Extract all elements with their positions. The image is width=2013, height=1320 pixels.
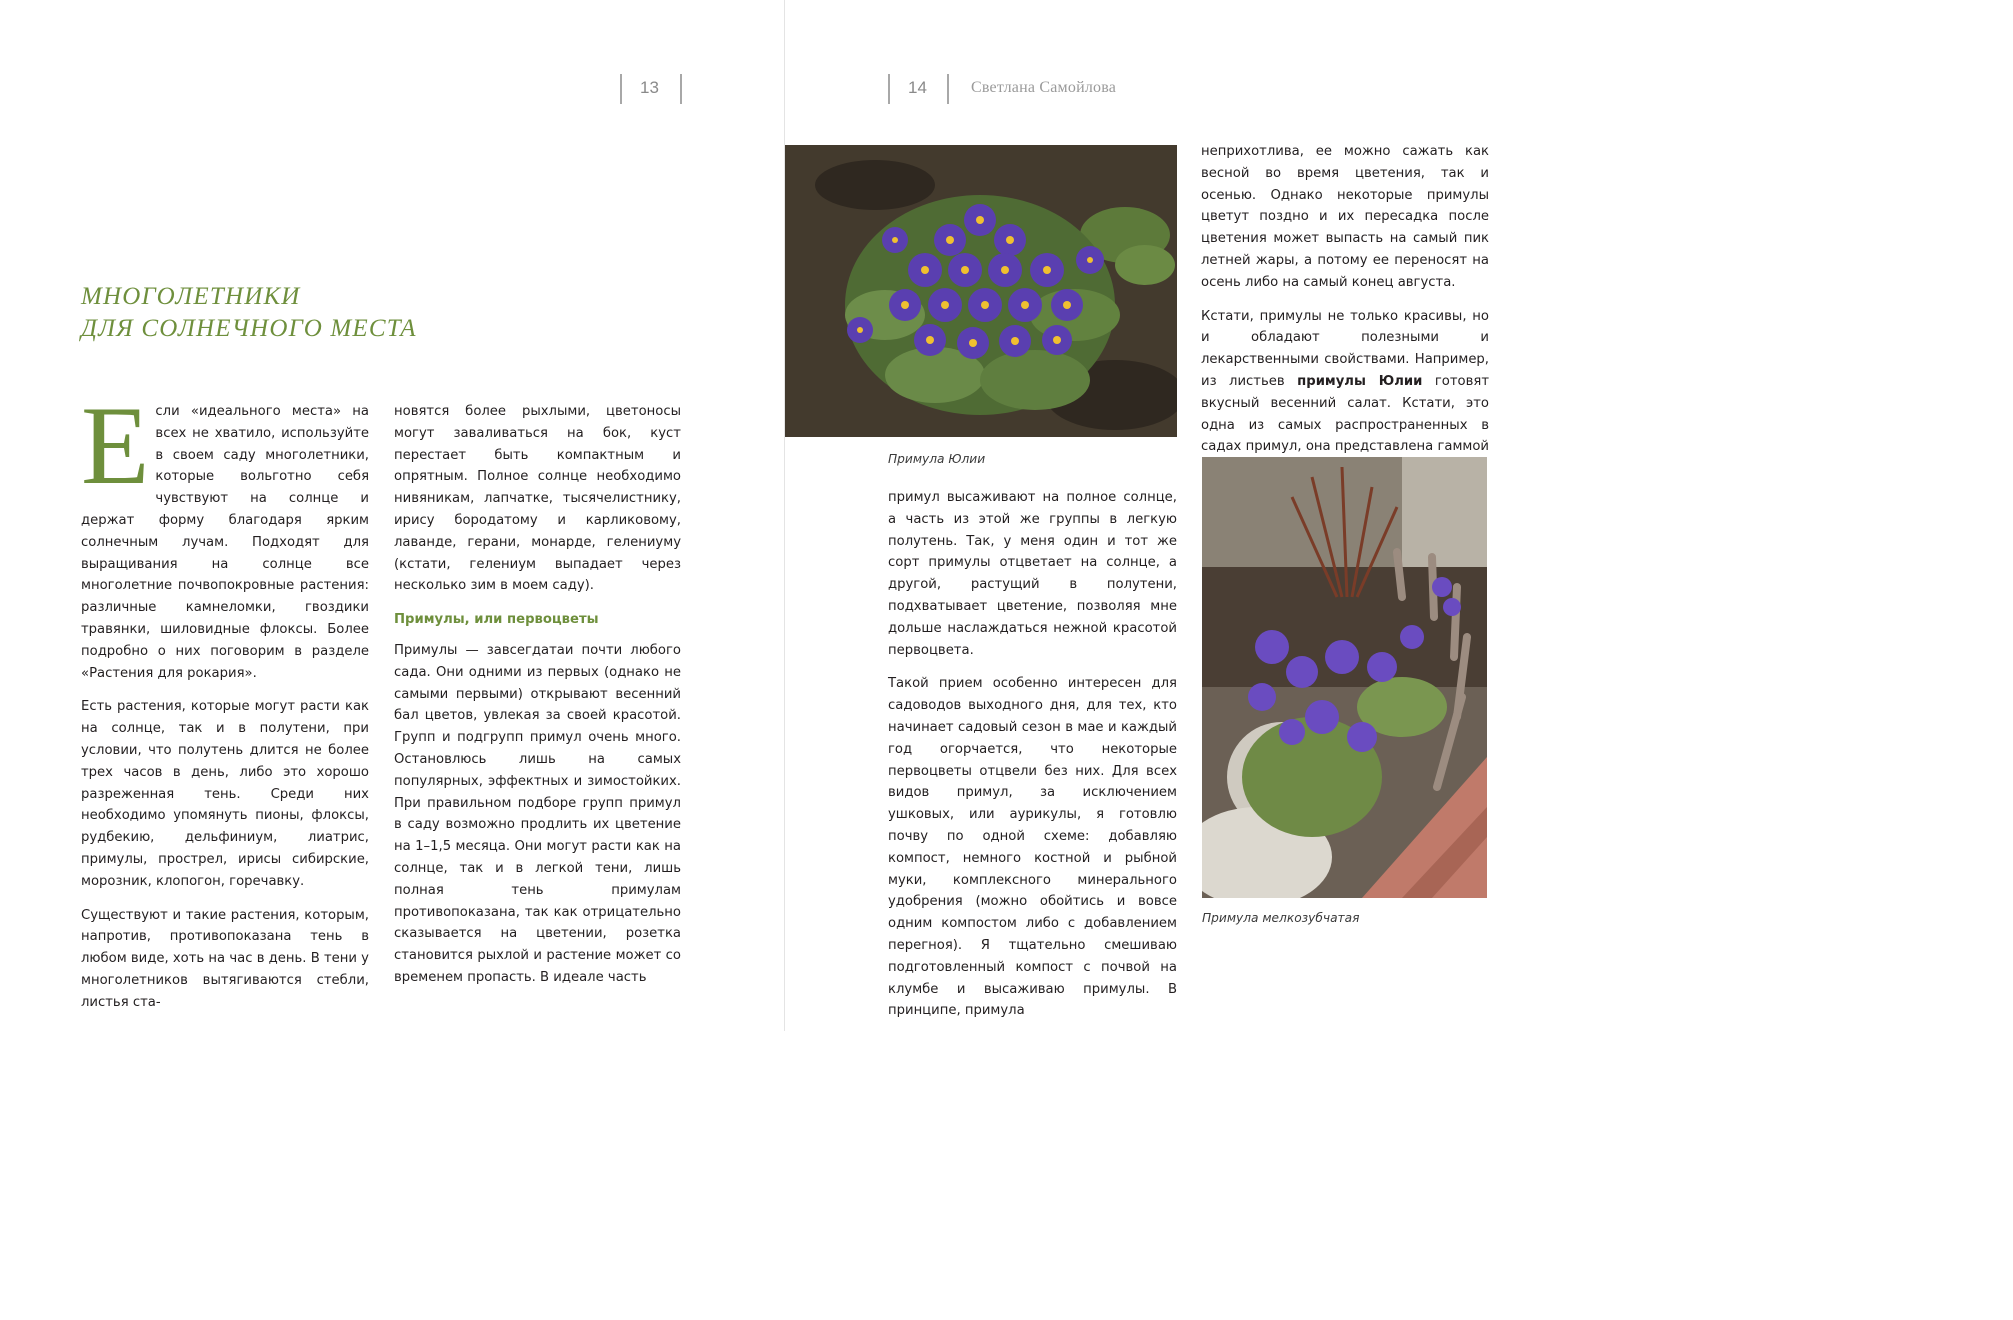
primula-julianae-illustration: [785, 145, 1177, 437]
folio-rule-left: [620, 74, 622, 104]
left-column-2: [394, 401, 681, 1001]
paragraph: примул высаживают на полное солнце, а часть из этой же группы в легкую полутень. Так, у меня один и тот же сорт примулы отцветает на солнце, а другой, растущий в полутени, подхватывает цветение, позволяя мне дольше наслаждаться нежной красотой первоцвета.: [888, 490, 1177, 658]
chapter-title: [81, 281, 417, 345]
photo-caption: Примула Юлии: [888, 452, 986, 466]
photo-caption: Примула мелкозубчатая: [1202, 911, 1360, 925]
paragraph: [81, 384, 369, 684]
right-column-2: [1201, 141, 1489, 492]
primula-denticulata-illustration: [1202, 457, 1487, 898]
paragraph: Кстати, примулы не только красивы, но и обладают полезными и лекарственными свойствами. Например, из листьев примулы Юлии готовят вкусный весенний салат. Кстати, это одна из самых распространенных в садах примул, она представлена гаммой: [1201, 308, 1490, 455]
folio-rule-left: [888, 74, 890, 104]
drop-cap: Е: [81, 384, 150, 508]
paragraph: неприхотлива, ее можно сажать как весной во время цветения, так и осенью. Однако некоторые примулы цветут поздно и их пересадка после цветения может выпасть на самый пик летней жары, а потому ее переносят на осень либо на самый конец августа.: [1201, 144, 1489, 290]
photo-primula-julianae: [785, 145, 1177, 437]
section-subheading: Примулы, или первоцветы: [394, 612, 599, 628]
paragraph: новятся более рыхлыми, цветоносы могут заваливаться на бок, куст перестает быть компактным и опрятным. Полное солнце необходимо нивяникам, лапчатке, тысячелистнику, ирису бородатому и карликовому, лаванде, герани, монарде, гелениуму (кстати, гелениум выпадает через несколько зим в моем саду).: [394, 404, 681, 594]
page-number-right: 14: [908, 78, 927, 97]
paragraph-text: сли «идеального места» на всех не хватило, используйте в своем саду многолетники, которые вольготно себя чувствуют на солнце и держат форму благодаря ярким солнечным лучам. Подходят для выращивания на солнце все многолетние почвопокровные растения: различные камнеломки, гвоздики травянки, шиловидные флоксы. Более подробно о них поговорим в разделе «Растения для рокария».: [81, 404, 369, 681]
left-column-1: [81, 384, 369, 1026]
page-number-left: 13: [640, 78, 659, 97]
running-head-author: Светлана Самойлова: [971, 79, 1117, 96]
paragraph: Есть растения, которые могут расти как на солнце, так и в полутени, при условии, что полутень длится не более трех часов в день, либо это хорошо разреженная тень. Среди них необходимо упомянуть пионы, флоксы, рудбекию, дельфиниум, лиатрис, примулы, прострел, ирисы сибирские, морозник, клопогон, горечавку.: [81, 699, 369, 889]
photo-primula-denticulata: [1202, 457, 1487, 898]
right-column-1: [888, 487, 1177, 1034]
bold-term: примулы Юлии: [1297, 373, 1423, 389]
chapter-title-line2: ДЛЯ СОЛНЕЧНОГО МЕСТА: [81, 315, 417, 342]
paragraph: Примулы — завсегдатаи почти любого сада. Они одними из первых (однако не самыми первыми) открывают весенний бал цветов, увлекая за своей красотой. Групп и подгрупп примул очень много. Остановлюсь лишь на самых популярных, эффектных и зимостойких. При правильном подборе групп примул в саду возможно продлить их цветение на 1–1,5 месяца. Они могут расти как на солнце, так и в легкой тени, лишь полная тень примулам противопоказана, так как отрицательно сказывается на цветении, розетка становится рыхлой и растение может со временем пропасть. В идеале часть: [394, 642, 681, 985]
folio-rule-right: [947, 74, 949, 104]
paragraph: Такой прием особенно интересен для садоводов выходного дня, для тех, кто начинает садовый сезон в мае и каждый год огорчается, что некоторые первоцветы отцвели без них. Для всех видов примул, за исключением ушковых, или аурикулы, я готовлю почву по одной схеме: добавляю компост, немного костной и рыбной муки, комплексного минерального удобрения (можно обойтись и вовсе одним компостом либо с добавлением перегноя). Я тщательно смешиваю подготовленный компост с почвой на клумбе и высаживаю примулы. В принципе, примула: [888, 676, 1177, 1019]
chapter-title-line1: МНОГОЛЕТНИКИ: [81, 283, 301, 310]
folio-rule-right: [680, 74, 682, 104]
paragraph: Существуют и такие растения, которым, напротив, противопоказана тень в любом виде, хоть на час в день. В тени у многолетников вытягиваются стебли, листья ста-: [81, 907, 369, 1010]
